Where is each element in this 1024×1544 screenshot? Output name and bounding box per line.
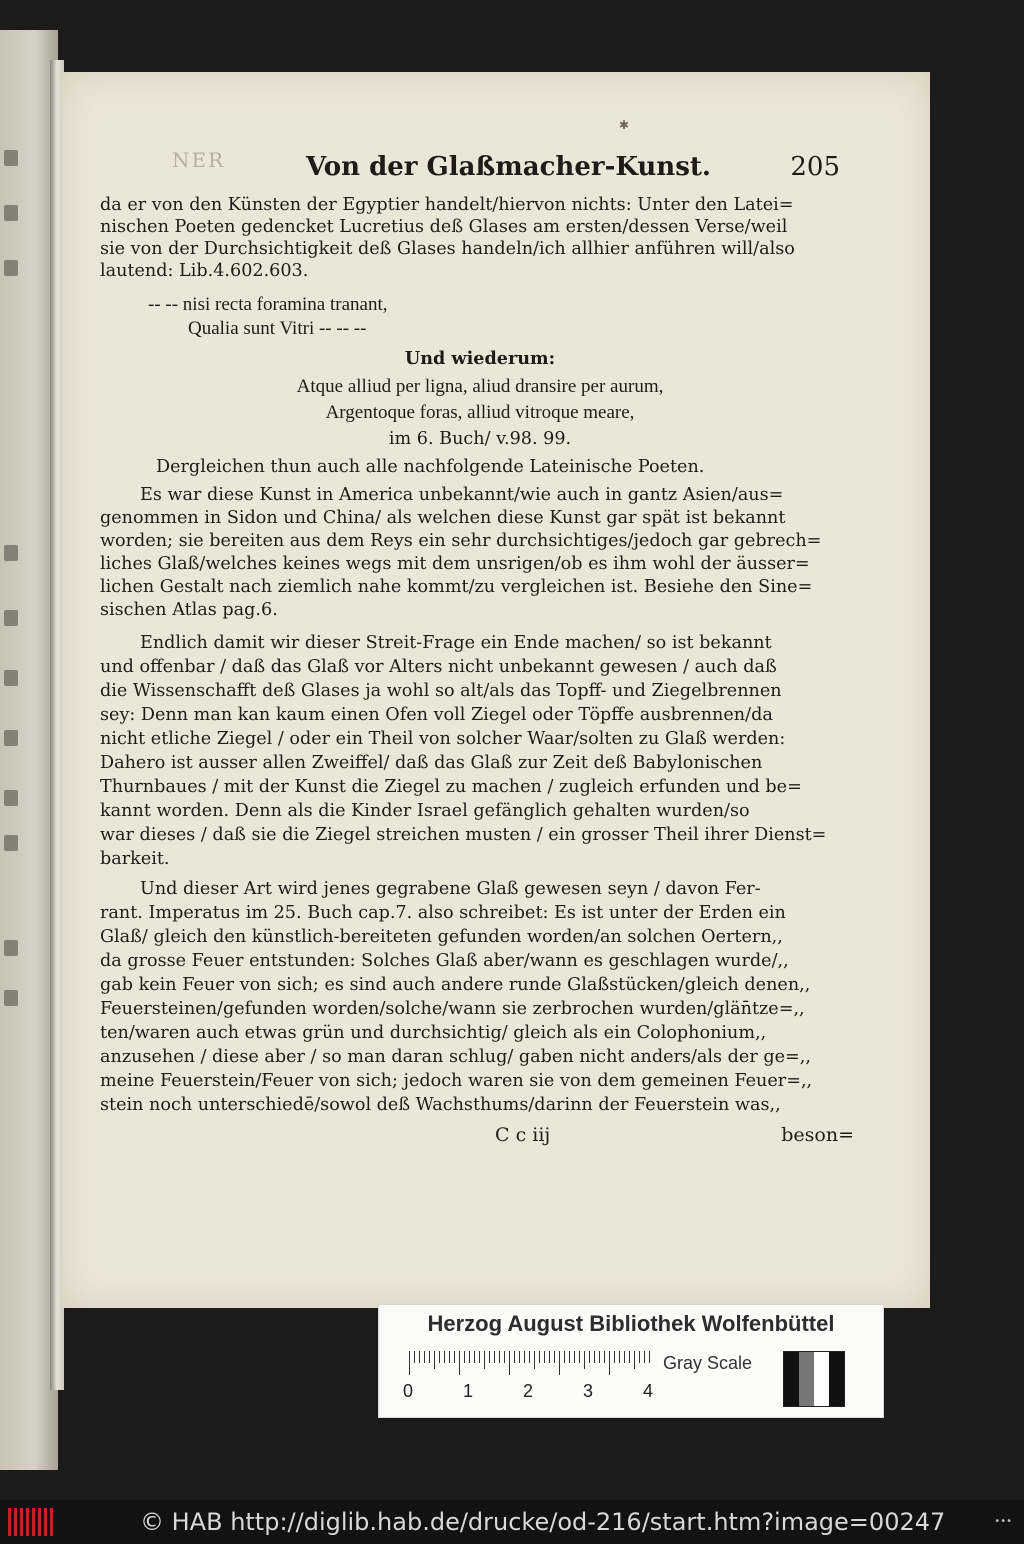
page-number: 205 <box>790 152 840 182</box>
text-line: worden; sie bereiten aus dem Reys ein sehr durchsichtiges/jedoch gar gebrech= <box>100 531 822 551</box>
ruler-tick <box>519 1351 520 1363</box>
text-line: war dieses / daß sie die Ziegel streichen musten / ein grosser Theil ihrer Dienst= <box>100 825 827 845</box>
ruler-tick <box>594 1351 595 1363</box>
text-line: Glaß/ gleich den künstlich-bereiteten gefunden worden/an solchen Oertern,, <box>100 927 783 947</box>
ruler-tick <box>449 1351 450 1363</box>
ruler-tick <box>584 1351 585 1369</box>
ruler-tick <box>574 1351 575 1363</box>
ruler-tick <box>619 1351 620 1363</box>
ruler-tick <box>489 1351 490 1363</box>
section-heading: Und wiederum: <box>404 348 556 369</box>
running-title: Von der Glaßmacher-Kunst. <box>306 152 711 182</box>
text-fragment <box>4 990 18 1006</box>
text-line: Dahero ist ausser allen Zweiffel/ daß das Glaß zur Zeit deß Babylonischen <box>100 753 763 773</box>
text-fragment <box>4 545 18 561</box>
book-page <box>62 72 930 1308</box>
ruler-tick <box>539 1351 540 1363</box>
text-line: meine Feuerstein/Feuer von sich; jedoch waren sie von dem gemeinen Feuer=,, <box>100 1071 813 1091</box>
ruler-number: 3 <box>583 1381 594 1401</box>
ruler-tick <box>564 1351 565 1363</box>
ruler-number: 1 <box>463 1381 474 1401</box>
text-line: sischen Atlas pag.6. <box>100 600 278 620</box>
ruler-tick <box>459 1351 460 1375</box>
text-fragment <box>4 940 18 956</box>
ruler-tick <box>424 1351 425 1363</box>
ruler-tick <box>614 1351 615 1363</box>
ruler-tick <box>509 1351 510 1375</box>
ruler-tick <box>624 1351 625 1363</box>
ruler-tick <box>464 1351 465 1363</box>
catchword: beson= <box>781 1124 854 1146</box>
text-line: Es war diese Kunst in America unbekannt/wie auch in gantz Asien/aus= <box>140 485 784 505</box>
ruler-tick <box>609 1351 610 1375</box>
ruler-number: 4 <box>643 1381 654 1401</box>
hab-logo-icon <box>8 1508 53 1536</box>
ruler-tick <box>444 1351 445 1363</box>
running-header <box>110 148 840 188</box>
text-fragment <box>4 790 18 806</box>
viewer-footer <box>0 1500 1024 1544</box>
text-line: liches Glaß/welches keines wegs mit dem unsrigen/ob es ihm wohl der äusser= <box>100 554 810 574</box>
latin-verse: Qualia sunt Vitri -- -- -- <box>188 318 367 339</box>
text-line: Dergleichen thun auch alle nachfolgende Lateinische Poeten. <box>156 457 705 477</box>
ruler-tick <box>469 1351 470 1363</box>
ruler-tick <box>504 1351 505 1363</box>
text-line: und offenbar / daß das Glaß vor Alters nicht unbekannt gewesen / auch daß <box>100 657 777 677</box>
ruler-tick <box>649 1351 650 1363</box>
text-line: da grosse Feuer entstunden: Solches Glaß aber/wann es geschlagen wurde/,, <box>100 951 789 971</box>
ruler-tick <box>514 1351 515 1363</box>
text-line: rant. Imperatus im 25. Buch cap.7. also schreibet: Es ist unter der Erden ein <box>100 903 786 923</box>
text-line: lichen Gestalt nach ziemlich nahe kommt/zu vergleichen ist. Besiehe den Sine= <box>100 577 813 597</box>
text-fragment <box>4 260 18 276</box>
ruler-tick <box>589 1351 590 1363</box>
text-line: sey: Denn man kan kaum einen Ofen voll Ziegel oder Töpffe ausbrennen/da <box>100 705 773 725</box>
ruler-tick <box>604 1351 605 1363</box>
text-line: nicht etliche Ziegel / oder ein Theil von solcher Waar/solten zu Glaß werden: <box>100 729 786 749</box>
show-through-text: NER <box>172 148 226 172</box>
text-fragment <box>4 670 18 686</box>
text-line: da er von den Künsten der Egyptier handelt/hiervon nichts: Unter den Latei= <box>100 195 794 215</box>
text-line: anzusehen / diese aber / so man daran schlug/ gaben nicht anders/als der ge=,, <box>100 1047 811 1067</box>
ruler-tick <box>544 1351 545 1363</box>
text-line: sie von der Durchsichtigkeit deß Glases handeln/ich allhier anführen will/also <box>100 239 795 259</box>
ruler-tick <box>479 1351 480 1363</box>
text-fragment <box>4 835 18 851</box>
text-line: Endlich damit wir dieser Streit-Frage ein Ende machen/ so ist bekannt <box>140 633 772 653</box>
text-line: kannt worden. Denn als die Kinder Israel gefänglich gehalten wurden/so <box>100 801 750 821</box>
ruler-tick <box>644 1351 645 1363</box>
ruler-tick <box>434 1351 435 1369</box>
ruler-tick <box>484 1351 485 1369</box>
ruler-tick <box>534 1351 535 1369</box>
text-line: gab kein Feuer von sich; es sind auch andere runde Glaßstücken/gleich denen,, <box>100 975 811 995</box>
text-line: Feuersteinen/gefunden worden/solche/wann sie zerbrochen wurden/glän̄tze=,, <box>100 999 805 1019</box>
ruler-tick <box>599 1351 600 1363</box>
latin-verse: -- -- nisi recta foramina tranant, <box>148 294 388 315</box>
text-line: ten/waren auch etwas grün und durchsichtig/ gleich als ein Colophonium,, <box>100 1023 767 1043</box>
ruler-tick <box>569 1351 570 1363</box>
text-fragment <box>4 610 18 626</box>
latin-verse: Argentoque foras, alliud vitroque meare, <box>325 402 635 423</box>
asterisk-mark: ✱ <box>619 118 630 132</box>
library-name: Herzog August Bibliothek Wolfenbüttel <box>427 1311 835 1336</box>
latin-verse: Atque alliud per ligna, aliud dransire per aurum, <box>296 376 664 397</box>
ruler-tick <box>454 1351 455 1363</box>
text-line: Thurnbaues / mit der Kunst die Ziegel zu machen / zugleich erfunden und be= <box>100 777 802 797</box>
ruler-tick <box>429 1351 430 1363</box>
ruler-tick <box>529 1351 530 1363</box>
copyright-link[interactable]: © HAB http://diglib.hab.de/drucke/od-216/start.htm?image=00247 <box>140 1508 946 1536</box>
ruler-tick <box>474 1351 475 1363</box>
color-calibration-card <box>378 1304 884 1418</box>
ruler-tick <box>579 1351 580 1363</box>
text-line: barkeit. <box>100 849 170 869</box>
ruler-tick <box>439 1351 440 1363</box>
ruler-tick <box>549 1351 550 1363</box>
text-line: lautend: Lib.4.602.603. <box>100 261 309 281</box>
ruler-tick <box>419 1351 420 1363</box>
text-fragment <box>4 730 18 746</box>
ruler-tick <box>499 1351 500 1363</box>
ruler-tick <box>629 1351 630 1363</box>
verse-reference: im 6. Buch/ v.98. 99. <box>388 429 572 449</box>
ruler-number: 0 <box>403 1381 414 1401</box>
text-line: stein noch unterschiedē/sowol deß Wachsthums/darinn der Feuerstein was,, <box>100 1095 781 1115</box>
gray-scale-label: Gray Scale <box>663 1353 753 1373</box>
page-footer <box>100 1124 860 1150</box>
ruler-number: 2 <box>523 1381 534 1401</box>
ruler-tick <box>639 1351 640 1363</box>
more-icon: ••• <box>994 1516 1012 1527</box>
ruler-tick <box>494 1351 495 1363</box>
ruler-tick <box>414 1351 415 1363</box>
ruler-ticks <box>409 1351 649 1375</box>
ruler-tick <box>559 1351 560 1375</box>
ruler-tick <box>554 1351 555 1363</box>
text-line: Und dieser Art wird jenes gegrabene Glaß gewesen seyn / davon Fer- <box>140 879 761 899</box>
ruler-tick <box>634 1351 635 1369</box>
text-fragment <box>4 150 18 166</box>
text-line: die Wissenschafft deß Glases ja wohl so alt/als das Topff- und Ziegelbrennen <box>100 681 782 701</box>
ruler-tick <box>409 1351 410 1375</box>
text-fragment <box>4 205 18 221</box>
signature-mark: C c iij <box>495 1124 551 1146</box>
text-line: genommen in Sidon und China/ als welchen diese Kunst gar spät ist bekannt <box>100 508 786 528</box>
text-line: nischen Poeten gedencket Lucretius deß Glases am ersten/dessen Verse/weil <box>100 217 788 237</box>
ruler-tick <box>524 1351 525 1363</box>
gray-scale-swatch <box>783 1351 845 1407</box>
